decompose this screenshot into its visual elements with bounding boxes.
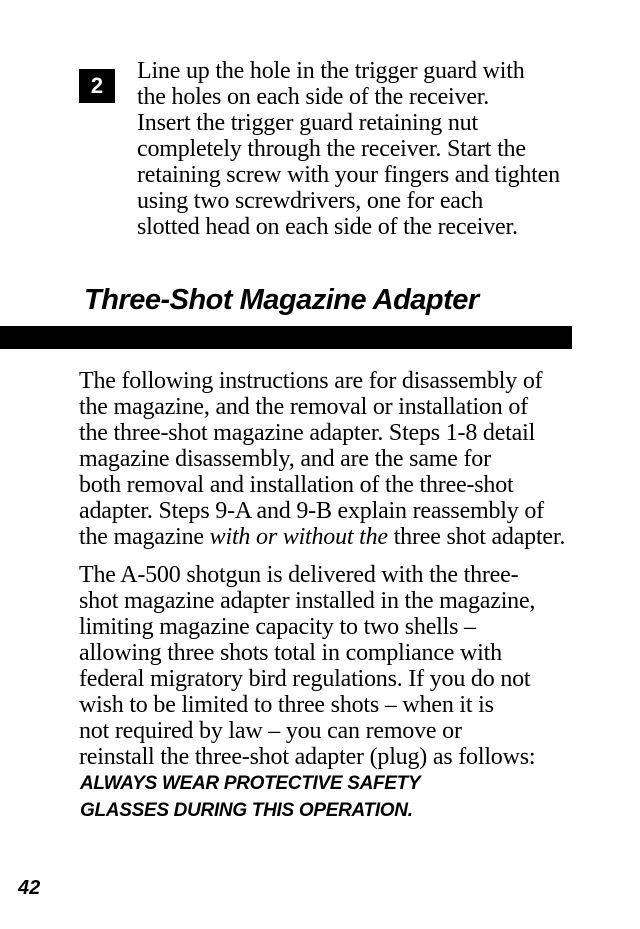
paragraph-line: federal migratory bird regulations. If you do not [79,666,531,692]
page-number: 42 [18,877,41,899]
paragraph-line: allowing three shots total in compliance with [79,640,502,666]
paragraph-line: the three-shot magazine adapter. Steps 1-8 detail [79,420,536,446]
warning-line: GLASSES DURING THIS OPERATION. [80,800,413,821]
paragraph-line: The following instructions are for disassembly of [79,368,543,394]
last-line-suffix: three shot adapter. [387,524,566,550]
paragraph-line: wish to be limited to three shots – when it is [79,692,494,718]
paragraph-line: shot magazine adapter installed in the magazine, [79,588,536,614]
paragraph-line: The A-500 shotgun is delivered with the three- [79,562,519,588]
paragraph-line: limiting magazine capacity to two shells – [79,614,476,640]
paragraph-line: magazine disassembly, and are the same for [79,446,491,472]
intro-paragraph [79,368,579,550]
step-line: Line up the hole in the trigger guard with [137,58,525,84]
paragraph-last-line [79,524,579,550]
paragraph-line: both removal and installation of the three-shot [79,472,514,498]
step-line: using two screwdrivers, one for each [137,188,484,214]
step-line: retaining screw with your fingers and tighten [137,162,560,188]
paragraph-line: adapter. Steps 9-A and 9-B explain reassembly of [79,498,544,524]
step-line: completely through the receiver. Start the [137,136,526,162]
step-line: Insert the trigger guard retaining nut [137,110,478,136]
last-line-prefix: the magazine [79,524,210,550]
step-line: the holes on each side of the receiver. [137,84,490,110]
warning-line: ALWAYS WEAR PROTECTIVE SAFETY [80,773,421,794]
step-2-instructions [137,58,577,240]
safety-warning [80,770,420,824]
paragraph-line: the magazine, and the removal or installation of [79,394,528,420]
paragraph-line: reinstall the three-shot adapter (plug) as follows: [79,744,536,770]
delivery-paragraph [79,562,579,770]
emphasis-text: with or without the [209,524,388,550]
section-title: Three-Shot Magazine Adapter [84,284,479,316]
step-line: slotted head on each side of the receiver. [137,214,518,240]
section-divider-bar [0,326,572,349]
step-number-badge: 2 [79,69,115,103]
paragraph-line: not required by law – you can remove or [79,718,462,744]
